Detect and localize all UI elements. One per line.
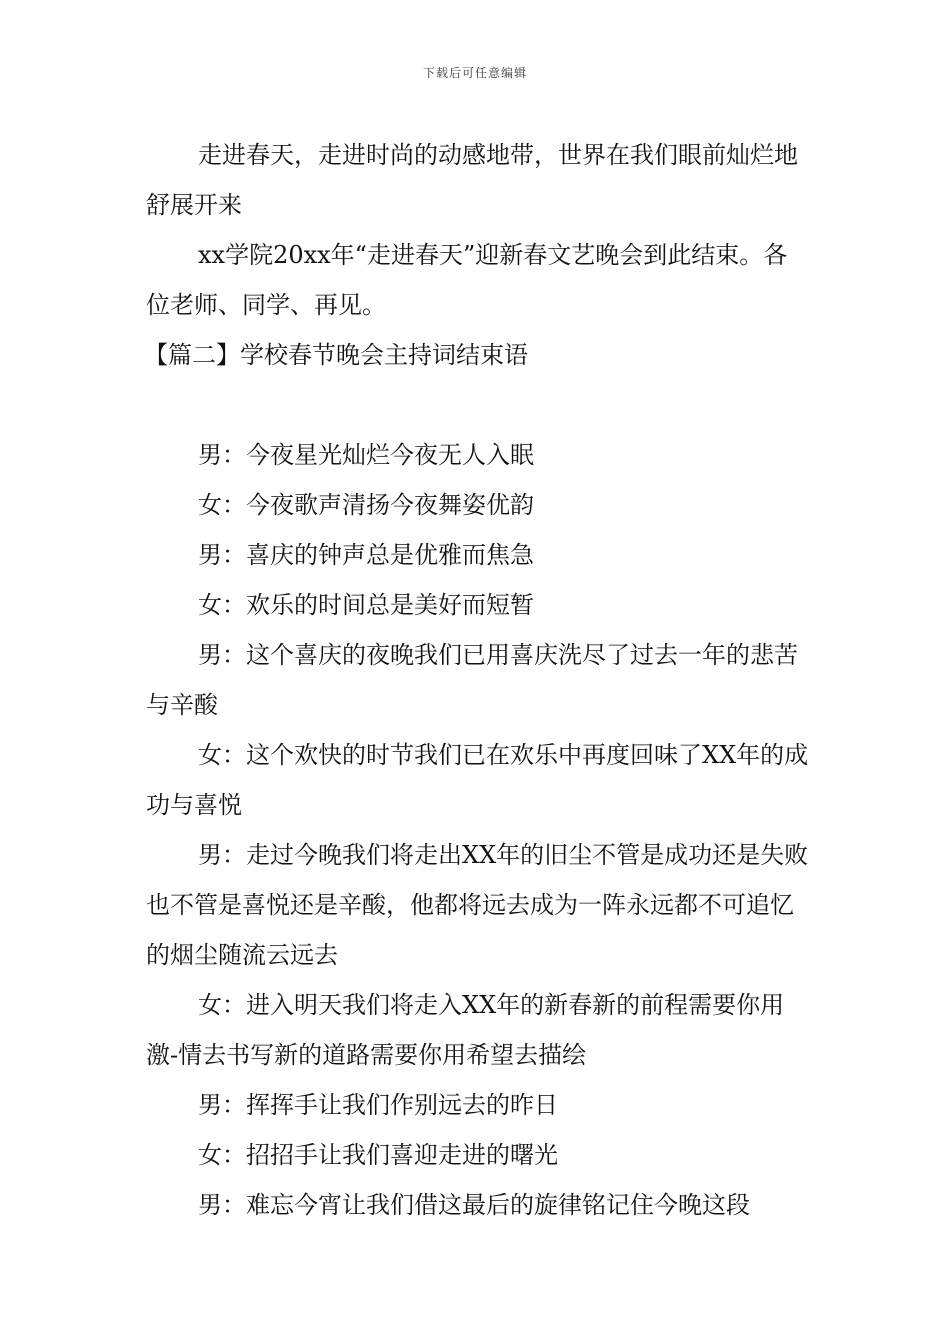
dialogue-line: 男：走过今晚我们将走出XX年的旧尘不管是成功还是失败也不管是喜悦还是辛酸，他都将远去成为一阵永远都不可追忆的烟尘随流云远去 [146, 841, 809, 969]
dialogue-line: 男：难忘今宵让我们借这最后的旋律铭记住今晚这段 [198, 1191, 750, 1219]
paragraph: 走进春天，走进时尚的动感地带，世界在我们眼前灿烂地舒展开来 [146, 141, 798, 219]
page-header: 下载后可任意编辑 [422, 66, 527, 80]
paragraph: xx学院20xx年“走进春天”迎新春文艺晚会到此结束。各位老师、同学、再见。 [146, 241, 788, 319]
section-title: 【篇二】学校春节晚会主持词结束语 [144, 341, 528, 369]
dialogue-line: 女：欢乐的时间总是美好而短暂 [198, 591, 534, 619]
dialogue-line: 女：进入明天我们将走入XX年的新春新的前程需要你用激-情去书写新的道路需要你用希望去描绘 [146, 991, 785, 1069]
dialogue-line: 女：招招手让我们喜迎走进的曙光 [198, 1141, 558, 1169]
dialogue-line: 女：这个欢快的时节我们已在欢乐中再度回味了XX年的成功与喜悦 [146, 741, 809, 819]
spacer [146, 380, 810, 430]
dialogue-line: 男：今夜星光灿烂今夜无人入眠 [198, 441, 534, 469]
dialogue-line: 男：这个喜庆的夜晚我们已用喜庆洗尽了过去一年的悲苦与辛酸 [146, 641, 798, 719]
dialogue-line: 女：今夜歌声清扬今夜舞姿优韵 [198, 491, 534, 519]
dialogue-line: 男：挥挥手让我们作别远去的昨日 [198, 1091, 558, 1119]
dialogue-line: 男：喜庆的钟声总是优雅而焦急 [198, 541, 534, 569]
document-body [146, 130, 810, 1230]
